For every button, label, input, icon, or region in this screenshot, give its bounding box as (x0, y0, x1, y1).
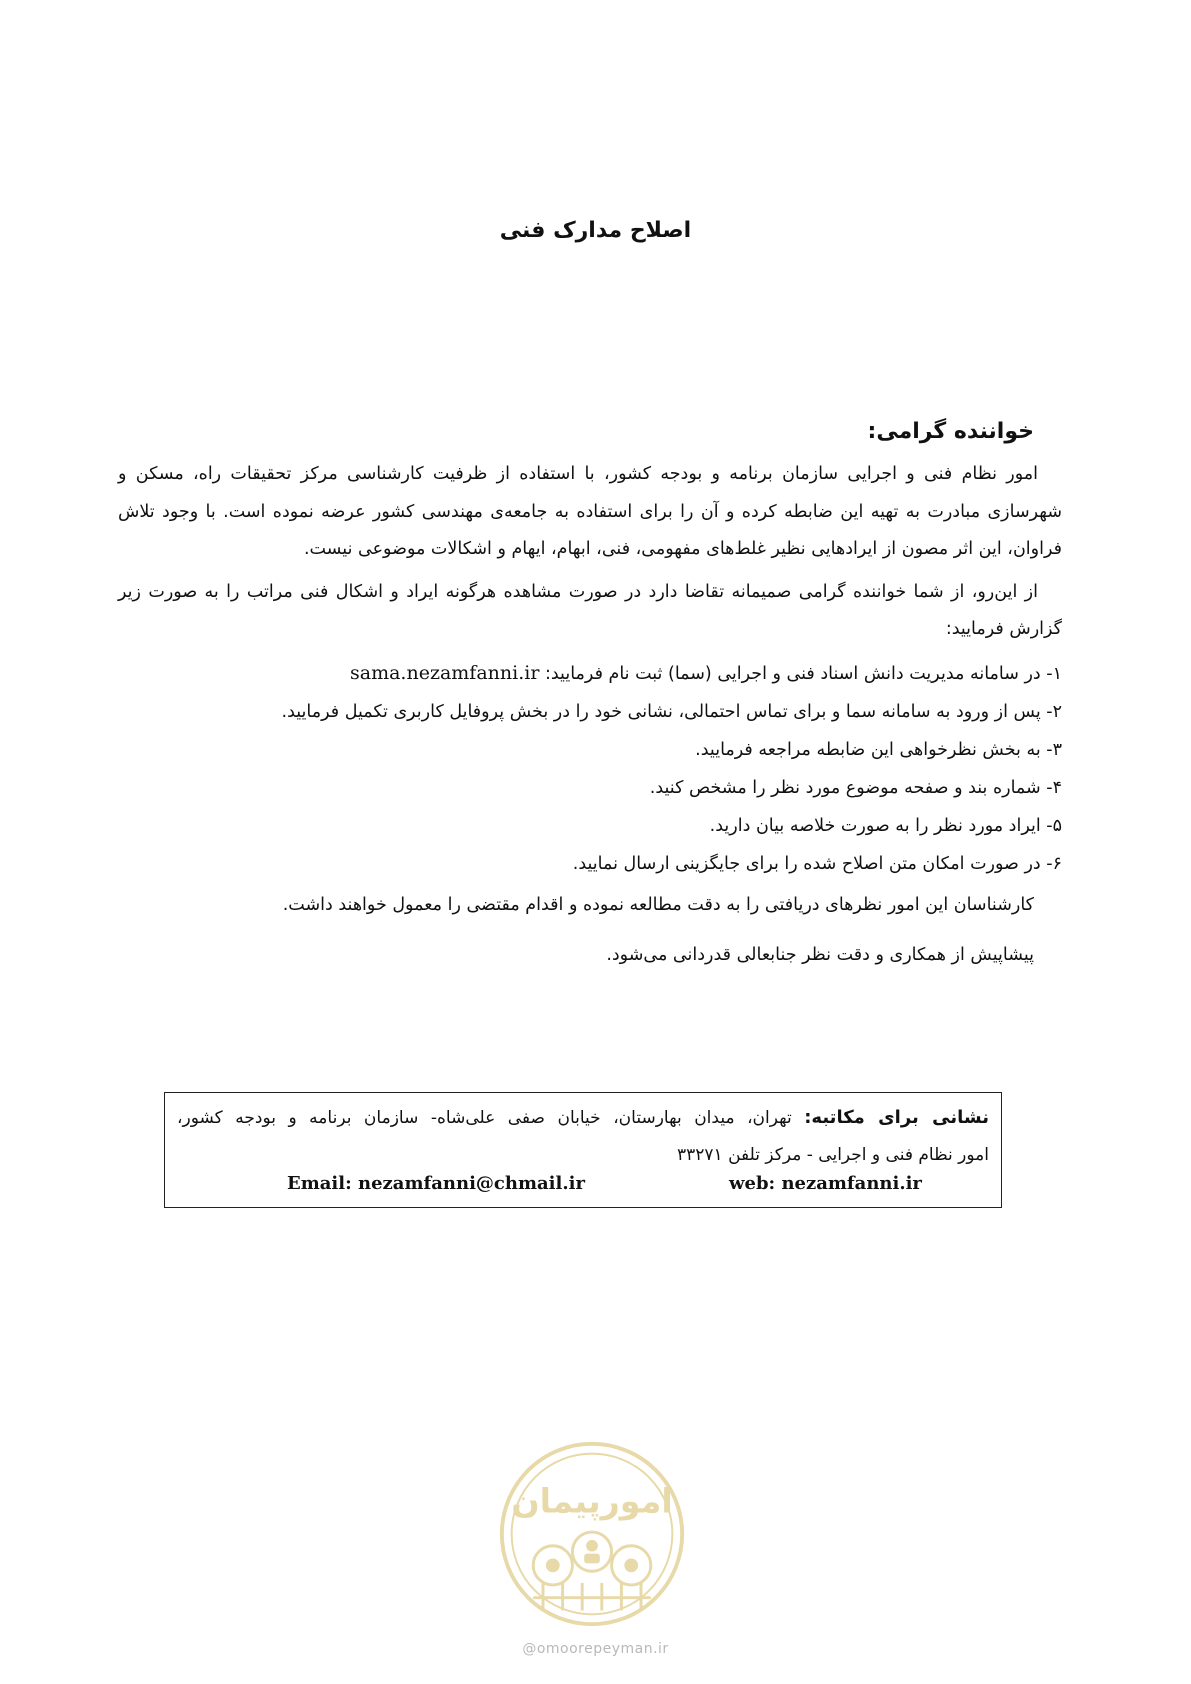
list-item: ۴- شماره بند و صفحه موضوع مورد نظر را مشخص کنید. (649, 777, 1062, 798)
sama-link[interactable]: sama.nezamfanni.ir (350, 661, 540, 684)
steps-list (118, 654, 1062, 883)
address-line-1 (177, 1099, 989, 1137)
list-item: ۲- پس از ورود به سامانه سما و برای تماس احتمالی، نشانی خود را در بخش پروفایل کاربری تکمیل فرمایید. (281, 701, 1062, 722)
web-contact[interactable]: web: nezamfanni.ir (729, 1173, 922, 1194)
email-contact[interactable]: Email: nezamfanni@chmail.ir (287, 1173, 585, 1194)
address-box (164, 1092, 1002, 1208)
contact-row (165, 1173, 1001, 1203)
watermark-caption: @omoorepeyman.ir (522, 1641, 669, 1657)
closing-text-1: کارشناسان این امور نظرهای دریافتی را به دقت مطالعه نموده و اقدام مقتضی را معمول خواهند داشت. (282, 894, 1034, 915)
watermark-logo-text: امورپیمان (511, 1481, 673, 1521)
request-paragraph: از این‌رو، از شما خواننده گرامی صمیمانه تقاضا دارد در صورت مشاهده هرگونه ایراد و اشکال فنی مراتب را به صورت زیر گزارش فرمایید: (118, 581, 1062, 639)
page-title: اصلاح مدارک فنی (499, 218, 692, 243)
step-1-text: ۱- در سامانه مدیریت دانش اسناد فنی و اجرایی (سما) ثبت نام فرمایید: (539, 663, 1062, 684)
watermark-logo-icon (494, 1436, 690, 1632)
list-item: ۶- در صورت امکان متن اصلاح شده را برای جایگزینی ارسال نمایید. (572, 853, 1062, 874)
address-label: نشانی برای مکاتبه: (804, 1107, 989, 1128)
intro-paragraph: امور نظام فنی و اجرایی سازمان برنامه و بودجه کشور، با استفاده از ظرفیت کارشناسی مرکز تحقیقات راه، مسکن و شهرسازی مبادرت به تهیه این ضابطه کرده و آن را برای استفاده به جامعه‌ی مهندسی کشور عرضه نموده است. با وجود تلاش فراوان، این اثر مصون از ایرادهایی نظیر غلط‌های مفهومی، فنی، ابهام، ایهام و اشکالات موضوعی نیست. (118, 464, 1062, 559)
list-item (118, 654, 1062, 693)
address-text: تهران، میدان بهارستان، خیابان صفی علی‌شاه- سازمان برنامه و بودجه کشور، (177, 1108, 805, 1128)
salutation: خواننده گرامی: (867, 419, 1034, 444)
list-item: ۵- ایراد مورد نظر را به صورت خلاصه بیان دارید. (709, 815, 1062, 836)
list-item: ۳- به بخش نظرخواهی این ضابطه مراجعه فرمایید. (695, 739, 1062, 760)
main-content (118, 412, 1062, 985)
address-line-2: امور نظام فنی و اجرایی - مرکز تلفن ۳۳۲۷۱ (677, 1145, 989, 1165)
closing-text-2: پیشاپیش از همکاری و دقت نظر جنابعالی قدردانی می‌شود. (606, 944, 1034, 965)
